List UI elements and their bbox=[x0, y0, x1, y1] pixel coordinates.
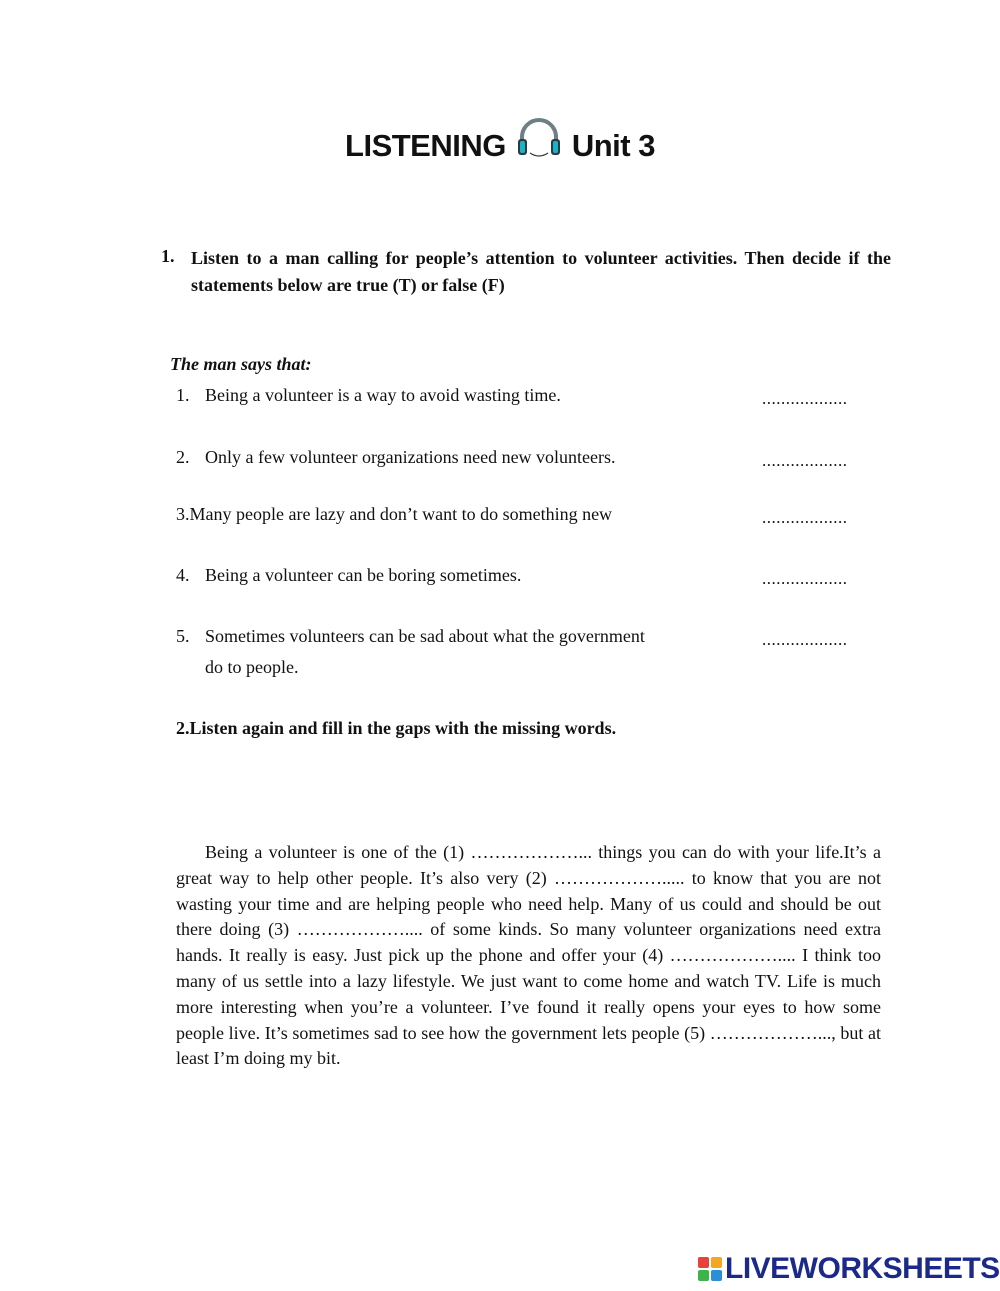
title-unit: Unit 3 bbox=[571, 128, 655, 163]
statement-5-continued: do to people. bbox=[205, 657, 299, 677]
logo-block bbox=[698, 1270, 709, 1281]
statement-number: 5. bbox=[176, 626, 190, 646]
task2-paragraph: Being a volunteer is one of the (1) ………………... things you can do with your life.It’s a great way to help other people. It’s also very (2) ………………..... to know that you are not wasting your time and are helping people who need help. Many of us could and should be out there doing (3) ……………….... of some kinds. So many volunteer organizations need extra hands. It really is easy. Just pick up the phone and offer your (4) ……………….... I think too many of us settle into a lazy lifestyle. We just want to come home and watch TV. Life is much more interesting when you’re a volunteer. I’ve found it really opens your eyes to how some people live. It’s sometimes sad to see how the government lets people (5) ………………..., but at least I’m doing my bit. bbox=[176, 842, 881, 1069]
answer-blank-2[interactable]: .................. bbox=[762, 451, 848, 470]
answer-blank-1[interactable]: .................. bbox=[762, 389, 848, 408]
statement-text: 3.Many people are lazy and don’t want to do something new bbox=[176, 504, 613, 524]
statement-number: 2. bbox=[176, 447, 190, 467]
task1-number: 1. bbox=[161, 246, 175, 266]
logo-block bbox=[698, 1257, 709, 1268]
headphones-icon bbox=[514, 117, 564, 161]
statement-5 bbox=[176, 626, 645, 647]
statement-1 bbox=[176, 385, 561, 406]
logo-text: LIVEWORKSHEETS bbox=[725, 1252, 1000, 1285]
task2-instruction: 2.Listen again and fill in the gaps with the missing words. bbox=[176, 718, 617, 738]
title-listening: LISTENING bbox=[345, 128, 506, 163]
statement-3 bbox=[176, 504, 612, 525]
statement-4 bbox=[176, 565, 521, 586]
statement-text: Being a volunteer is a way to avoid wasting time. bbox=[205, 385, 561, 405]
liveworksheets-logo bbox=[698, 1254, 1000, 1284]
task1-subheading: The man says that: bbox=[170, 354, 312, 374]
logo-blocks-icon bbox=[698, 1257, 722, 1281]
logo-block bbox=[711, 1270, 722, 1281]
task1-instruction: Listen to a man calling for people’s attention to volunteer activities. Then decide if the statements below are true (T) or false (F) bbox=[191, 248, 891, 295]
statement-number: 4. bbox=[176, 565, 190, 585]
statement-text: Only a few volunteer organizations need new volunteers. bbox=[205, 447, 616, 467]
statement-2 bbox=[176, 447, 616, 468]
statement-text: Being a volunteer can be boring sometimes. bbox=[205, 565, 522, 585]
logo-block bbox=[711, 1257, 722, 1268]
answer-blank-3[interactable]: .................. bbox=[762, 508, 848, 527]
statement-text: Sometimes volunteers can be sad about what the government bbox=[205, 626, 645, 646]
answer-blank-5[interactable]: .................. bbox=[762, 630, 848, 649]
statement-number: 1. bbox=[176, 385, 190, 405]
answer-blank-4[interactable]: .................. bbox=[762, 569, 848, 588]
page-title bbox=[0, 128, 1000, 164]
